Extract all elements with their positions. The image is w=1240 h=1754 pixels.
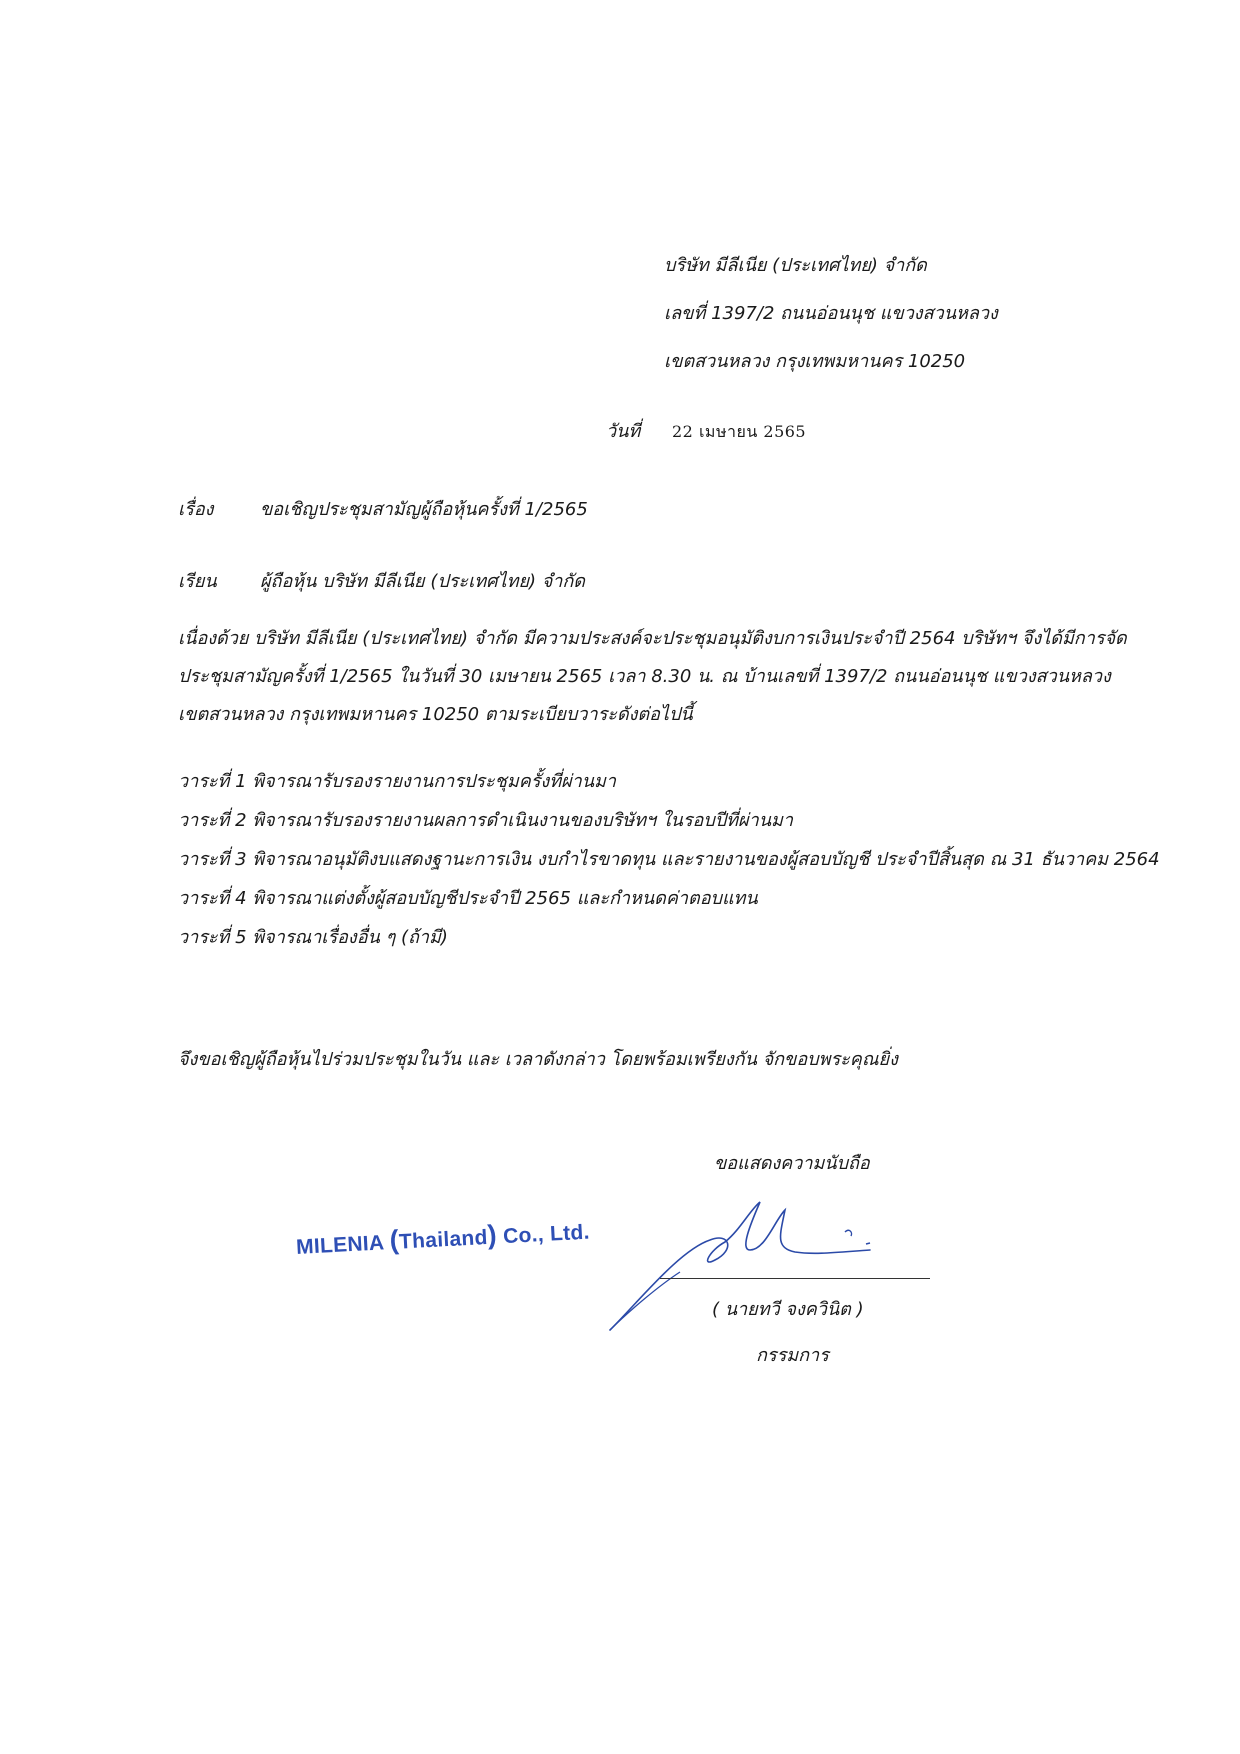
date-value: 22 เมษายน 2565: [672, 422, 807, 441]
agenda-item-3: วาระที่ 3 พิจารณาอนุมัติงบแสดงฐานะการเงิน งบกำไรขาดทุน และรายงานของผู้สอบบัญชี ประจำปีสิ้นสุด ณ 31 ธันวาคม 2564: [178, 849, 1160, 870]
stamp-paren-close: ): [486, 1219, 498, 1250]
agenda-item-1: วาระที่ 1 พิจารณารับรองรายงานการประชุมครั้งที่ผ่านมา: [178, 771, 617, 792]
stamp-name: MILENIA: [295, 1231, 385, 1259]
body-line-1: เนื่องด้วย บริษัท มีลีเนีย (ประเทศไทย) จำกัด มีความประสงค์จะประชุมอนุมัติงบการเงินประจำปี 2564 บริษัทฯ จึงได้มีการจัด: [178, 628, 1127, 649]
recipient-value: ผู้ถือหุ้น บริษัท มีลีเนีย (ประเทศไทย) จำกัด: [260, 571, 585, 592]
agenda-item-5: วาระที่ 5 พิจารณาเรื่องอื่น ๆ (ถ้ามี): [178, 927, 448, 948]
agenda-item-2: วาระที่ 2 พิจารณารับรองรายงานผลการดำเนินงานของบริษัทฯ ในรอบปีที่ผ่านมา: [178, 810, 793, 831]
sender-company: บริษัท มีลีเนีย (ประเทศไทย) จำกัด: [664, 255, 927, 276]
sender-address-line1: เลขที่ 1397/2 ถนนอ่อนนุช แขวงสวนหลวง: [664, 303, 998, 324]
body-line-3: เขตสวนหลวง กรุงเทพมหานคร 10250 ตามระเบียบวาระดังต่อไปนี้: [178, 704, 693, 725]
sender-address-line2: เขตสวนหลวง กรุงเทพมหานคร 10250: [664, 351, 966, 372]
signature-icon: [600, 1180, 930, 1350]
body-line-2: ประชุมสามัญครั้งที่ 1/2565 ในวันที่ 30 เมษายน 2565 เวลา 8.30 น. ณ บ้านเลขที่ 1397/2 ถนนอ่อนนุช แขวงสวนหลวง: [178, 666, 1111, 687]
stamp-suffix: Co., Ltd.: [502, 1220, 591, 1249]
signatory-name: ( นายทวี จงควินิต ): [712, 1299, 864, 1320]
signoff: ขอแสดงความนับถือ: [714, 1153, 870, 1174]
signatory-title: กรรมการ: [756, 1345, 829, 1366]
signature-line: [660, 1278, 930, 1279]
stamp-word: Thailand: [398, 1225, 489, 1254]
date-label: วันที่: [606, 421, 641, 442]
closing-line: จึงขอเชิญผู้ถือหุ้นไปร่วมประชุมในวัน และ เวลาดังกล่าว โดยพร้อมเพรียงกัน จักขอบพระคุณยิ่ง: [178, 1049, 898, 1070]
subject-value: ขอเชิญประชุมสามัญผู้ถือหุ้นครั้งที่ 1/2565: [260, 499, 588, 520]
subject-label: เรื่อง: [178, 499, 214, 520]
recipient-label: เรียน: [178, 571, 217, 592]
stamp-paren-open: (: [388, 1224, 400, 1256]
company-stamp: [295, 1215, 590, 1261]
agenda-item-4: วาระที่ 4 พิจารณาแต่งตั้งผู้สอบบัญชีประจำปี 2565 และกำหนดค่าตอบแทน: [178, 888, 758, 909]
